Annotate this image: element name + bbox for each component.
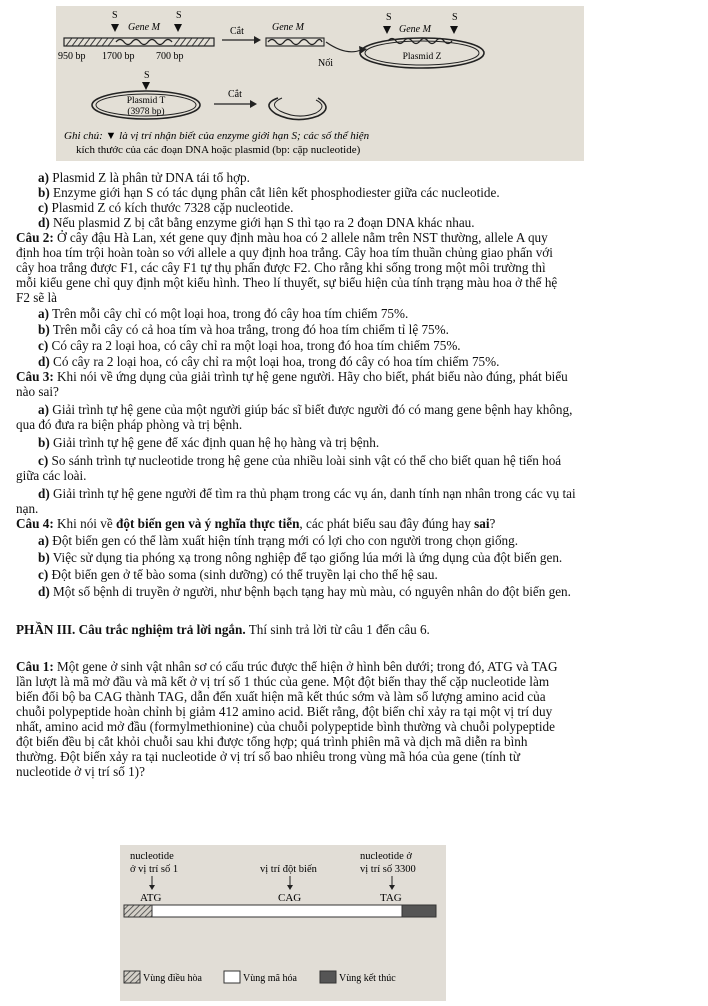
join-label: Nối xyxy=(318,58,333,69)
q4-option-c: c) Đột biến gen ở tế bào soma (sinh dưỡng) có thể truyền lại cho thế hệ sau. xyxy=(38,567,438,582)
q3-line2: nào sai? xyxy=(16,384,59,399)
q3-option-c-cont: giữa các loài. xyxy=(16,468,87,483)
q1-option-b: b) Enzyme giới hạn S có tác dụng phân cắt liên kết phosphodiester giữa các nucleotide. xyxy=(38,185,500,200)
part3-heading: PHẦN III. Câu trắc nghiệm trả lời ngắn. Thí sinh trả lời từ câu 1 đến câu 6. xyxy=(16,622,430,637)
q2-line2: định hoa tím trội hoàn toàn so với allele a quy định hoa trắng. Cây hoa tím thuần chủng giao phấn với xyxy=(16,245,553,260)
gene-structure-diagram xyxy=(120,845,446,1001)
legend-coding-label: Vùng mã hóa xyxy=(243,973,297,984)
label-mutation-site: vị trí đột biến xyxy=(260,864,317,875)
q4-line1: Câu 4: Khi nói về đột biến gen và ý nghĩa thực tiễn, các phát biểu sau đây đúng hay sai? xyxy=(16,516,496,531)
arrow-right-icon xyxy=(254,36,261,44)
p3q1-line1: Câu 1: Một gene ở sinh vật nhân sơ có cấu trúc được thể hiện ở hình bên dưới; trong đó, ATG và TAG xyxy=(16,659,558,674)
legend-regulatory-swatch xyxy=(124,971,140,983)
q4-option-a: a) Đột biến gen có thể làm xuất hiện tính trạng mới có lợi cho con người trong chọn giống. xyxy=(38,533,519,548)
regulatory-region xyxy=(124,905,152,917)
q1-option-a: a) Plasmid Z là phân tử DNA tái tổ hợp. xyxy=(38,170,250,185)
coding-region xyxy=(152,905,402,917)
label-nucleotide-1-top: nucleotide xyxy=(130,851,174,862)
site-marker-icon xyxy=(174,24,182,32)
site-label-4: S xyxy=(386,12,392,23)
q1-option-d: d) Nếu plasmid Z bị cắt bằng enzyme giới hạn S thì tạo ra 2 đoạn DNA khác nhau. xyxy=(38,215,475,230)
legend-coding-swatch xyxy=(224,971,240,983)
legend-regulatory-label: Vùng điều hòa xyxy=(143,973,202,984)
p3q1-line5: nhất, amino acid mở đầu (formylmethionine) của chuỗi polypeptide bình thường và chuỗi polypeptide xyxy=(16,719,555,734)
gene-structure-figure xyxy=(120,845,446,1001)
q3-option-d-cont: nạn. xyxy=(16,501,39,516)
q2-option-b: b) Trên mỗi cây có cả hoa tím và hoa trắng, trong đó hoa tím chiếm tỉ lệ 75%. xyxy=(38,322,449,337)
label-nucleotide-3300-top: nucleotide ở xyxy=(360,851,412,862)
site-label-2: S xyxy=(176,10,182,21)
label-nucleotide-1-bottom: ở vị trí số 1 xyxy=(130,864,179,875)
gene-m-label-3: Gene M xyxy=(399,24,431,35)
termination-region xyxy=(402,905,436,917)
gene-m-label-2: Gene M xyxy=(272,22,304,33)
p3q1-line7: thường. Đột biến xảy ra tại nucleotide ở vị trí số bao nhiêu trong vùng mã hóa của gene (tính từ xyxy=(16,749,520,764)
arrow-down-icon xyxy=(149,885,155,890)
p3q1-line8: nucleotide ở vị trí số 1)? xyxy=(16,764,145,779)
q2-line4: mỗi kiểu gene chỉ quy định một kiểu hình. Theo lí thuyết, sự biểu hiện của tính trạng màu hoa ở thế hệ xyxy=(16,275,558,290)
site-label-3: S xyxy=(144,70,150,81)
gene-m-label-1: Gene M xyxy=(128,22,160,33)
q2-option-d: d) Có cây ra 2 loại hoa, có cây chỉ ra một loại hoa, trong đó cây có hoa tím chiếm 75%. xyxy=(38,354,500,369)
site-marker-icon xyxy=(142,82,150,90)
plasmid-t-size: (3978 bp) xyxy=(127,107,165,117)
codon-tag: TAG xyxy=(380,892,402,904)
q3-option-d: d) Giải trình tự hệ gene người để tìm ra thủ phạm trong các vụ án, danh tính nạn nhân trong các vụ tai xyxy=(38,486,576,501)
arrow-right-icon xyxy=(250,100,257,108)
size-700: 700 bp xyxy=(156,51,184,62)
codon-cag: CAG xyxy=(278,892,302,904)
q4-option-d: d) Một số bệnh di truyền ở người, như bệnh bạch tạng hay mù màu, có nguyên nhân do đột biến gen. xyxy=(38,584,571,599)
p3q1-line4: chuỗi polypeptide hoàn chỉnh bị giảm 412 amino acid. Biết rằng, đột biến chỉ xảy ra tại một vị trí duy xyxy=(16,704,553,719)
site-marker-icon xyxy=(111,24,119,32)
q3-option-c: c) So sánh trình tự nucleotide trong hệ gene của nhiều loài sinh vật có thể cho biết quan hệ tiến hoá xyxy=(38,453,562,468)
site-label-5: S xyxy=(452,12,458,23)
label-nucleotide-3300-bottom: vị trí số 3300 xyxy=(360,864,416,875)
q2-option-c: c) Có cây ra 2 loại hoa, có cây chỉ ra một loại hoa, trong đó hoa tím chiếm 75%. xyxy=(38,338,461,353)
cut-label-1: Cắt xyxy=(230,26,244,37)
figure1-caption-line2: kích thước của các đoạn DNA hoặc plasmid (bp: cặp nucleotide) xyxy=(76,144,361,156)
site-marker-icon xyxy=(450,26,458,34)
arrow-down-icon xyxy=(389,885,395,890)
q3-option-a-cont: qua đó đưa ra biện pháp phòng và trị bệnh. xyxy=(16,417,243,432)
legend-termination-label: Vùng kết thúc xyxy=(339,973,396,984)
size-950: 950 bp xyxy=(58,51,86,62)
plasmid-figure xyxy=(56,6,584,161)
q2-option-a: a) Trên mỗi cây chỉ có một loại hoa, trong đó cây hoa tím chiếm 75%. xyxy=(38,306,409,321)
q2-line1: Câu 2: Ở cây đậu Hà Lan, xét gene quy định màu hoa có 2 allele nằm trên NST thường, allele A quy xyxy=(16,230,548,245)
plasmid-t-label: Plasmid T xyxy=(126,96,166,106)
p3q1-line6: đột biến đều bị cắt khỏi chuỗi sau khi được tổng hợp; quá trình phiên mã và dịch mã diễn ra bình xyxy=(16,734,528,749)
p3q1-line3: biến đổi bộ ba CAG thành TAG, dẫn đến xuất hiện mã kết thúc sớm và làm số lượng amino acid của xyxy=(16,689,546,704)
plasmid-diagram xyxy=(56,6,584,161)
codon-atg: ATG xyxy=(140,892,162,904)
arrow-down-icon xyxy=(287,885,293,890)
site-marker-icon xyxy=(383,26,391,34)
plasmid-z-label: Plasmid Z xyxy=(402,52,442,62)
site-label-1: S xyxy=(112,10,118,21)
figure1-caption-line1: Ghi chú: ▼ là vị trí nhận biết của enzyme giới hạn S; các số thể hiện xyxy=(64,130,370,142)
legend-termination-swatch xyxy=(320,971,336,983)
q2-line3: cây hoa trắng được F1, các cây F1 tự thụ phấn được F2. Cho rằng khi sống trong một môi trường thì xyxy=(16,260,546,275)
cut-label-2: Cắt xyxy=(228,89,242,100)
q3-option-b: b) Giải trình tự hệ gene để xác định quan hệ họ hàng và trị bệnh. xyxy=(38,435,380,450)
size-1700: 1700 bp xyxy=(102,51,135,62)
q3-line1: Câu 3: Khi nói về ứng dụng của giải trình tự hệ gene người. Hãy cho biết, phát biểu nào đúng, phát biểu xyxy=(16,369,568,384)
q3-option-a: a) Giải trình tự hệ gene của một người giúp bác sĩ biết được người đó có mang gene bệnh hay không, xyxy=(38,402,573,417)
q4-option-b: b) Việc sử dụng tia phóng xạ trong nông nghiệp để tạo giống lúa mới là ứng dụng của đột biến gen. xyxy=(38,550,563,565)
p3q1-line2: lần lượt là mã mở đầu và mã kết ở vị trí số 1 thúc của gene. Một đột biến thay thế cặp nucleotide làm xyxy=(16,674,550,689)
q1-option-c: c) Plasmid Z có kích thước 7328 cặp nucleotide. xyxy=(38,200,294,215)
q2-line5: F2 sẽ là xyxy=(16,290,58,305)
